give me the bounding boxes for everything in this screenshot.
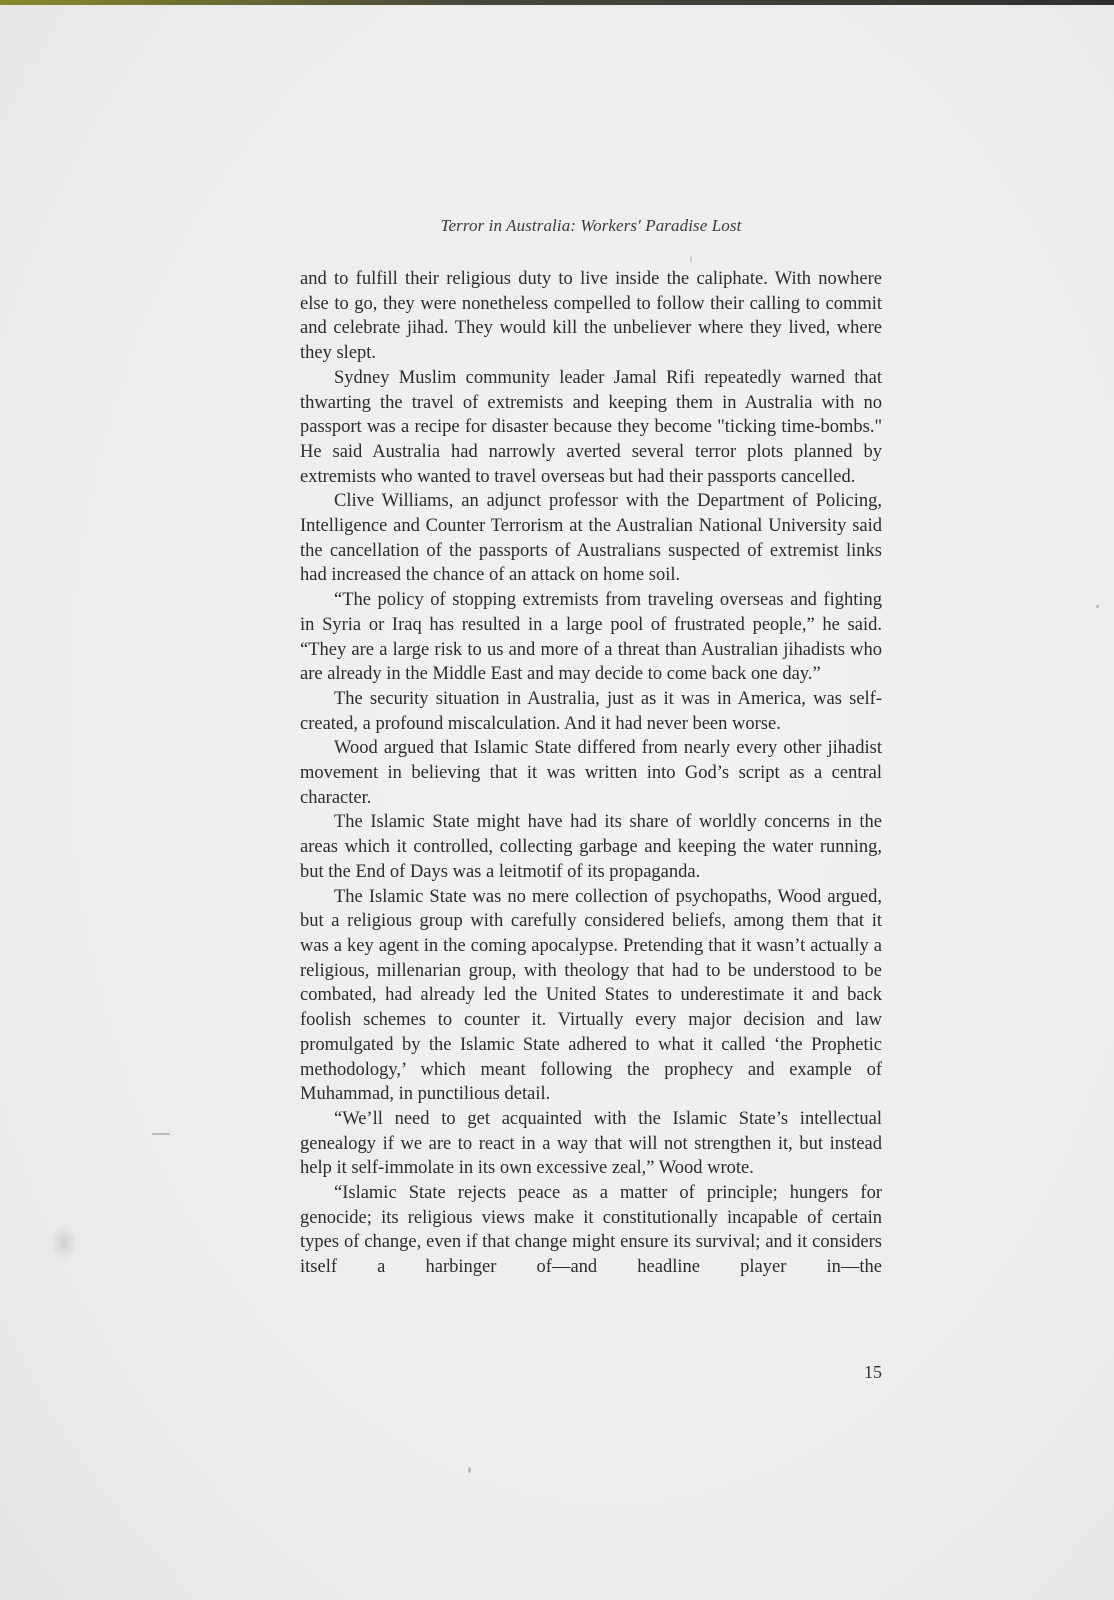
paragraph: “The policy of stopping extremists from traveling overseas and fighting in Syria or Iraq has resulted in a large pool of frustrated people,” he said. “They are a large risk to us and more of a threat than Australian jihadists who are already in the Middle East and may decide to come back one day.” bbox=[300, 590, 882, 685]
paragraph: The security situation in Australia, just as it was in America, was self-created, a profound miscalculation. And it had never been worse. bbox=[300, 688, 882, 734]
scan-speck bbox=[1096, 605, 1099, 608]
scan-speck bbox=[468, 1467, 471, 1473]
paragraph: The Islamic State was no mere collection of psychopaths, Wood argued, but a religious group with carefully considered beliefs, among them that it was a key agent in the coming apocalypse. Pretending that it wasn’t actually a religious, millenarian group, with theology that had to be understood to be combated, had already led the United States to underestimate it and back foolish schemes to counter it. Virtually every major decision and law promulgated by the Islamic State adhered to what it called ‘the Prophetic methodology,’ which meant following the prophecy and example of Muhammad, in punctilious detail. bbox=[300, 886, 882, 1105]
scan-speck bbox=[152, 1133, 170, 1135]
paragraph: and to fulfill their religious duty to live inside the caliphate. With nowhere else to go, they were nonetheless compelled to follow their calling to commit and celebrate jihad. They would kill the unbeliever where they lived, where they slept. bbox=[300, 269, 882, 364]
page-number: 15 bbox=[864, 1362, 882, 1382]
paragraph: The Islamic State might have had its share of worldly concerns in the areas which it controlled, collecting garbage and keeping the water running, but the End of Days was a leitmotif of its propaganda. bbox=[300, 812, 882, 882]
paragraph: Clive Williams, an adjunct professor with the Department of Policing, Intelligence and Counter Terrorism at the Australian National University said the cancellation of the passports of Australians suspected of extremist links had increased the chance of an attack on home soil. bbox=[300, 491, 882, 586]
running-head: Terror in Australia: Workers' Paradise Lost bbox=[440, 216, 742, 235]
paragraph: “We’ll need to get acquainted with the Islamic State’s intellectual genealogy if we are to react in a way that will not strengthen it, but instead help it self-immolate in its own excessive zeal,” Wood wrote. bbox=[300, 1108, 882, 1179]
scan-smudge bbox=[50, 1225, 78, 1261]
paragraph: Wood argued that Islamic State differed from nearly every other jihadist movement in believing that it was written into God’s script as a central character. bbox=[300, 738, 882, 808]
paragraph: “Islamic State rejects peace as a matter of principle; hungers for genocide; its religious views make it constitutionally incapable of certain types of change, even if that change might ensure its survival; and it considers itself a harbinger of—and headline player in—the bbox=[300, 1183, 882, 1278]
paragraph: Sydney Muslim community leader Jamal Rifi repeatedly warned that thwarting the travel of extremists and keeping them in Australia with no passport was a recipe for disaster because they become "ticking time-bombs." He said Australia had narrowly averted several terror plots planned by extremists who wanted to travel overseas but had their passports cancelled. bbox=[300, 367, 882, 487]
scan-speck bbox=[690, 255, 692, 263]
body-text bbox=[300, 267, 882, 1280]
